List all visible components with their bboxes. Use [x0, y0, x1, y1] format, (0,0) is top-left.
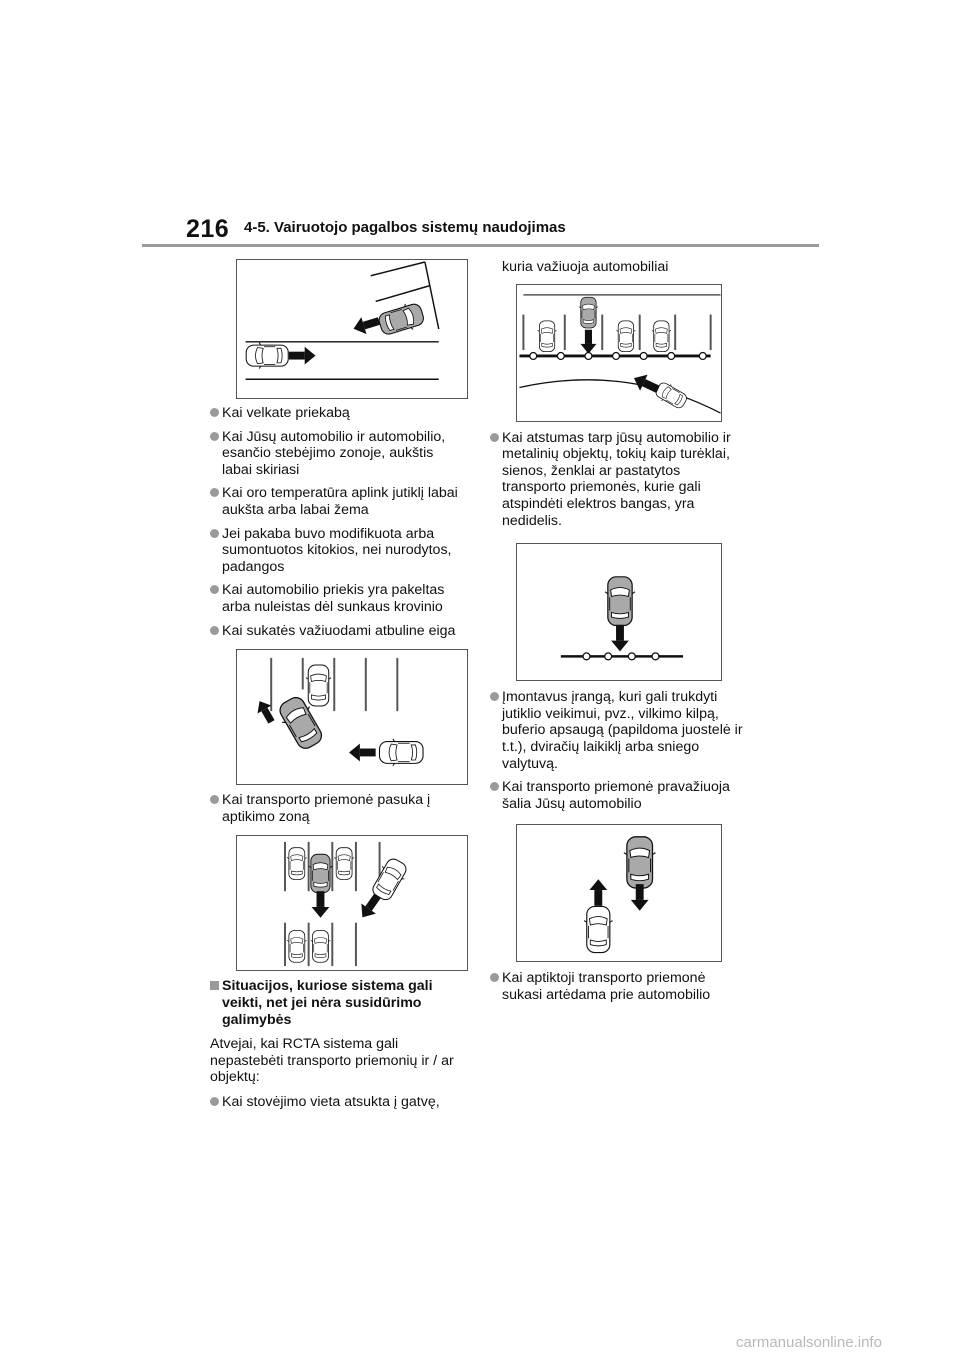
figure-reversing-turn — [236, 649, 468, 785]
list-item: Jei pakaba buvo modifikuota arba sumontuotos kitokios, nei nurodytos, padangos — [210, 526, 466, 576]
watermark: carmanualsonline.info — [736, 1334, 882, 1351]
figure-passing-vehicle — [516, 824, 722, 962]
bullet-dot-icon — [490, 782, 499, 791]
bullet-dot-icon — [210, 529, 219, 538]
page-number: 216 — [186, 215, 230, 243]
section-intro: Atvejai, kai RCTA sistema gali nepastebėti transporto priemonių ir / ar objektų: — [210, 1036, 454, 1086]
bullet-dot-icon — [210, 626, 219, 635]
page-header — [0, 0, 960, 250]
section-heading: Situacijos, kuriose sistema gali veikti, net jei nėra susidūrimo galimybės — [210, 978, 466, 1028]
list-item: Kai transporto priemonė pravažiuoja šalia Jūsų automobilio — [490, 779, 746, 812]
list-item: Kai sukatės važiuodami atbuline eiga — [210, 623, 466, 640]
list-item: Kai Jūsų automobilio ir automobilio, esančio stebėjimo zonoje, aukštis labai skiriasi — [210, 429, 466, 479]
header-rule — [142, 244, 819, 247]
bullet-dot-icon — [210, 585, 219, 594]
right-column — [490, 259, 746, 1011]
bullet-dot-icon — [490, 433, 499, 442]
figure-trailer-scene — [236, 259, 468, 399]
list-item: Kai aptiktoji transporto priemonė sukasi artėdama prie automobilio — [490, 970, 746, 1003]
list-item: Kai atstumas tarp jūsų automobilio ir metalinių objektų, tokių kaip turėklai, sienos, ženklai ar pastatytos transporto priemonės, kurie gali atspindėti elektros bangas, yra nedidelis. — [490, 430, 746, 530]
list-item: Kai transporto priemonė pasuka į aptikimo zoną — [210, 792, 466, 825]
bullet-dot-icon — [490, 973, 499, 982]
bullet-dot-icon — [210, 1097, 219, 1106]
list-item: Kai stovėjimo vieta atsukta į gatvę, — [210, 1094, 466, 1111]
figure-turning-into-zone — [236, 835, 468, 971]
list-item: Įmontavus įrangą, kuri gali trukdyti jutiklio veikimui, pvz., vilkimo kilpą, buferio apsaugą (papildoma juostelė ir t.t.), dviračių laikiklį arba sniego valytuvą. — [490, 689, 746, 772]
left-column — [210, 259, 466, 1117]
bullet-dot-icon — [490, 692, 499, 701]
list-item: Kai oro temperatūra aplink jutiklį labai aukšta arba labai žema — [210, 485, 466, 518]
chapter-title: 4-5. Vairuotojo pagalbos sistemų naudojimas — [244, 219, 566, 236]
continuation-text: kuria važiuoja automobiliai — [502, 259, 669, 275]
figure-metal-rail — [516, 543, 722, 681]
figure-street-parking — [516, 284, 722, 422]
bullet-dot-icon — [210, 795, 219, 804]
bullet-dot-icon — [210, 408, 219, 417]
list-item: Kai automobilio priekis yra pakeltas arba nuleistas dėl sunkaus krovinio — [210, 582, 466, 615]
bullet-dot-icon — [210, 488, 219, 497]
square-bullet-icon — [210, 981, 219, 990]
list-item: Kai velkate priekabą — [210, 405, 466, 422]
bullet-dot-icon — [210, 432, 219, 441]
